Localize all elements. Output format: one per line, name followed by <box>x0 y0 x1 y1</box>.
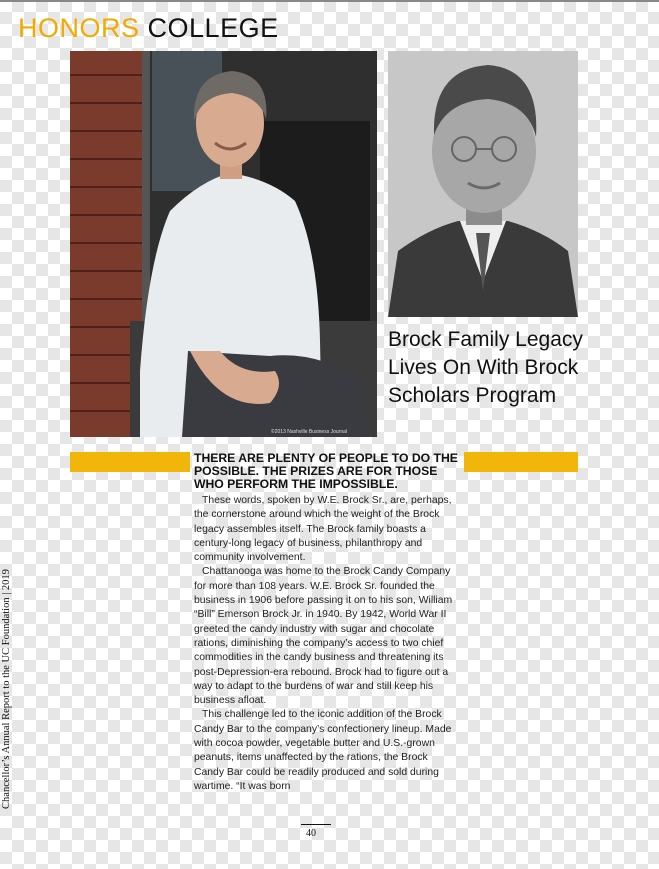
section-header <box>18 12 279 44</box>
accent-bar-right <box>464 452 578 472</box>
portrait-photo-illustration <box>70 51 377 437</box>
page-number-rule <box>301 824 331 825</box>
section-header-college: COLLEGE <box>147 13 279 43</box>
article-paragraph: Chattanooga was home to the Brock Candy Company for more than 108 years. W.E. Brock Sr. founded the business in 1906 before passing it on to his son, William “Bill” Emerson Brock Jr. in 1940. By 1942, World War II greeted the candy industry with sugar and chocolate rations, diminishing the company’s access to two chief commodities in the candy business and threatening its post-Depression-era rebound. Brock had to figure out a way to adapt to the burdens of war and still keep his business afloat. <box>194 566 453 707</box>
portrait-photo-man-seated <box>70 51 377 437</box>
vertical-running-footer: Chancellor’s Annual Report to the UC Foundation | 2019 <box>1 569 12 809</box>
article-paragraph: These words, spoken by W.E. Brock Sr., are, perhaps, the cornerstone around which the weight of the Brock legacy assembles itself. The Brock family boasts a century-long legacy of business, philanthropy and community involvement. <box>194 495 452 564</box>
section-header-honors: HONORS <box>18 13 140 43</box>
top-rule <box>0 0 659 2</box>
portrait-photo-historic <box>388 51 578 317</box>
article-body <box>194 452 460 794</box>
photo-credit: ©2013 Nashville Business Journal <box>271 429 347 435</box>
article-paragraph: This challenge led to the iconic addition of the Brock Candy Bar to the company’s confectionery lineup. Made with cocoa powder, vegetable butter and U.S.-grown peanuts, items unaffected by the rations, the Brock Candy Bar could be readily produced and sold during wartime. “It was born <box>194 709 452 792</box>
accent-bar-left <box>70 452 190 472</box>
page-number: 40 <box>306 828 316 839</box>
article-headline: Brock Family Legacy Lives On With Brock Scholars Program <box>388 328 583 407</box>
pull-quote: THERE ARE PLENTY OF PEOPLE TO DO THE POSSIBLE. THE PRIZES ARE FOR THOSE WHO PERFORM THE IMPOSSIBLE. <box>194 451 458 491</box>
historic-portrait-illustration <box>388 51 578 317</box>
